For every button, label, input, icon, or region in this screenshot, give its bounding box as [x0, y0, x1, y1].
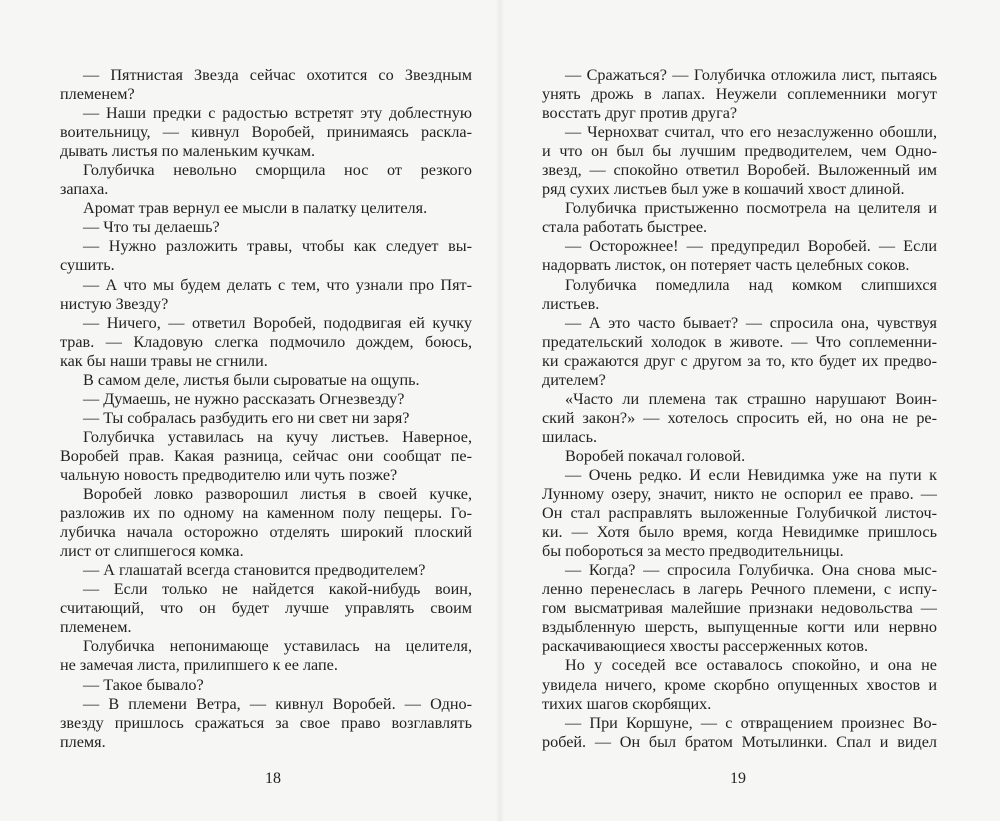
text-line: В самом деле, листья были сыроватые на ощупь.: [83, 370, 420, 389]
text-line: — Когда? — спросила Голубичка. Она снова мыс-: [565, 561, 937, 580]
paragraph: [60, 276, 472, 314]
text-line: племенем?: [60, 85, 135, 104]
text-line: Голубичка уставилась на кучу листьев. Наверное,: [83, 427, 472, 446]
text-line: лист от слипшегося комка.: [60, 542, 244, 561]
text-line: чальную новость предводителю или чуть позже?: [60, 465, 398, 484]
right-page-text: [542, 66, 937, 752]
text-line: робей. — Он был братом Мотылинки. Спал и видел: [542, 732, 937, 751]
paragraph: [60, 104, 472, 161]
text-line: — Наши предки с радостью встретят эту доблестную: [83, 104, 472, 123]
text-line: — Очень редко. И если Невидимка уже на пути к: [565, 465, 937, 484]
text-line: разложив их по одному на каменном полу пещеры. Го-: [60, 504, 472, 523]
text-line: бы побороться за место предводительницы.: [542, 542, 844, 561]
paragraph: [60, 237, 472, 275]
paragraph: [60, 161, 472, 199]
text-line: лубичка начала осторожно отделять широкий плоский: [60, 523, 472, 542]
text-line: предательский холодок в животе. — Что соплеменни-: [542, 332, 937, 351]
text-line: Аромат трав вернул ее мысли в палатку целителя.: [83, 199, 428, 218]
text-line: — Чернохват считал, что его незаслуженно обошли,: [565, 123, 937, 142]
text-line: — Такое бывало?: [83, 675, 204, 694]
text-line: считающий, что он будет лучше управлять своим: [60, 599, 472, 618]
text-line: дителем?: [542, 370, 606, 389]
text-line: звезд, — спокойно ответил Воробей. Выложенный им: [542, 161, 937, 180]
text-line: — Сражаться? — Голубичка отложила лист, пытаясь: [565, 66, 937, 84]
text-line: Воробей прав. Какая разница, сейчас они сообщат пе-: [60, 446, 472, 465]
text-line: нистую Звезду?: [60, 294, 169, 313]
paragraph: [542, 447, 937, 466]
text-line: Голубичка непонимающе уставилась на целителя,: [83, 637, 472, 656]
paragraph: [60, 371, 472, 390]
text-line: тихих шагов скорбящих.: [542, 694, 712, 713]
text-line: — В племени Ветра, — кивнул Воробей. — Одно-: [83, 694, 472, 713]
paragraph: [542, 66, 937, 123]
text-line: сушить.: [60, 256, 115, 275]
text-line: надорвать листок, он потеряет часть целебных соков.: [542, 256, 910, 275]
text-line: — А что мы будем делать с тем, что узнали про Пят-: [83, 275, 472, 294]
text-line: Он стал расправлять выложенные Голубичкой листоч-: [542, 504, 937, 523]
paragraph: [60, 428, 472, 485]
paragraph: [60, 409, 472, 428]
paragraph: [542, 314, 937, 390]
text-line: запаха.: [60, 180, 109, 199]
text-line: Голубичка пристыженно посмотрела на целителя и: [565, 199, 937, 218]
paragraph: [542, 276, 937, 314]
text-line: — А это часто бывает? — спросила она, чувствуя: [565, 313, 937, 332]
right-page: [500, 0, 1000, 821]
text-line: как бы наши травы не сгнили.: [60, 351, 268, 370]
text-line: стала работать быстрее.: [542, 218, 708, 237]
paragraph: [542, 199, 937, 237]
text-line: Воробей покачал головой.: [565, 446, 746, 465]
paragraph: [60, 485, 472, 561]
paragraph: [60, 695, 472, 752]
paragraph: [60, 199, 472, 218]
paragraph: [542, 561, 937, 656]
page-number-right: 19: [730, 770, 746, 787]
paragraph: [542, 466, 937, 561]
text-line: вздыбленную шерсть, выпущенные когти или нервно: [542, 618, 937, 637]
text-line: — А глашатай всегда становится предводителем?: [83, 561, 426, 580]
paragraph: [60, 66, 472, 104]
text-line: племя.: [60, 732, 106, 751]
paragraph: [60, 390, 472, 409]
paragraph: [542, 390, 937, 447]
text-line: Воробей ловко разворошил листья в своей кучке,: [83, 485, 472, 504]
text-line: — Пятнистая Звезда сейчас охотится со Звездным: [83, 66, 472, 84]
text-line: не замечая листа, прилипшего к ее лапе.: [60, 656, 338, 675]
text-line: и что он был бы лучшим предводителем, чем Одно-: [542, 142, 937, 161]
text-line: — Нужно разложить травы, чтобы как следует вы-: [83, 237, 472, 256]
text-line: — Что ты делаешь?: [83, 218, 220, 237]
paragraph: [60, 637, 472, 675]
text-line: Лунному озеру, значит, никто не оспорил ее право. —: [542, 485, 937, 504]
text-line: раскачивающиеся хвосты рассерженных котов.: [542, 637, 869, 656]
text-line: — Ты собралась разбудить его ни свет ни заря?: [83, 408, 410, 427]
paragraph: [60, 580, 472, 637]
paragraph: [60, 218, 472, 237]
text-line: — Ничего, — ответил Воробей, пододвигая ей кучку: [83, 313, 472, 332]
text-line: ряд сухих листьев был уже в кошачий хвост длиной.: [542, 180, 905, 199]
text-line: ский закон?» — хотелось спросить ей, но она не ре-: [542, 408, 937, 427]
page-number-left: 18: [265, 770, 281, 787]
text-line: дывать листья по маленьким кучкам.: [60, 142, 316, 161]
text-line: восстать друг против друга?: [542, 104, 738, 123]
paragraph: [542, 237, 937, 275]
text-line: шилась.: [542, 427, 598, 446]
text-line: ки. — Хотя было время, когда Невидимке пришлось: [542, 523, 937, 542]
text-line: гом высматривая малейшие признаки недовольства —: [542, 599, 937, 618]
text-line: листьев.: [542, 294, 600, 313]
paragraph: [60, 676, 472, 695]
paragraph: [60, 561, 472, 580]
text-line: унять дрожь в лапах. Неужели соплеменники могут: [542, 85, 937, 104]
paragraph: [542, 123, 937, 199]
left-page-text: [60, 66, 472, 752]
text-line: — Если только не найдется какой-нибудь воин,: [83, 580, 472, 599]
text-line: — Думаешь, не нужно рассказать Огнезвезду?: [83, 389, 405, 408]
paragraph: [542, 656, 937, 713]
text-line: Голубичка невольно сморщила нос от резкого: [83, 161, 472, 180]
text-line: — При Коршуне, — с отвращением произнес Во-: [565, 713, 937, 732]
paragraph: [60, 314, 472, 371]
text-line: воительницу, — кивнул Воробей, принимаясь раскла-: [60, 123, 472, 142]
text-line: ки сражаются друг с другом за то, кто будет их предво-: [542, 351, 937, 370]
text-line: «Часто ли племена так страшно нарушают Воин-: [565, 389, 937, 408]
text-line: трав. — Кладовую слегка подмочило дождем, боюсь,: [60, 332, 472, 351]
paragraph: [542, 714, 937, 752]
text-line: племенем.: [60, 618, 132, 637]
text-line: Но у соседей все оставалось спокойно, и она не: [565, 656, 937, 675]
text-line: — Осторожнее! — предупредил Воробей. — Если: [565, 237, 937, 256]
text-line: Голубичка помедлила над комком слипшихся: [565, 275, 937, 294]
text-line: ленно перенеслась в лагерь Речного племени, с испу-: [542, 580, 937, 599]
text-line: увидела ничего, кроме скорбно опущенных хвостов и: [542, 675, 937, 694]
text-line: звезду пришлось сражаться за свое право возглавлять: [60, 713, 472, 732]
